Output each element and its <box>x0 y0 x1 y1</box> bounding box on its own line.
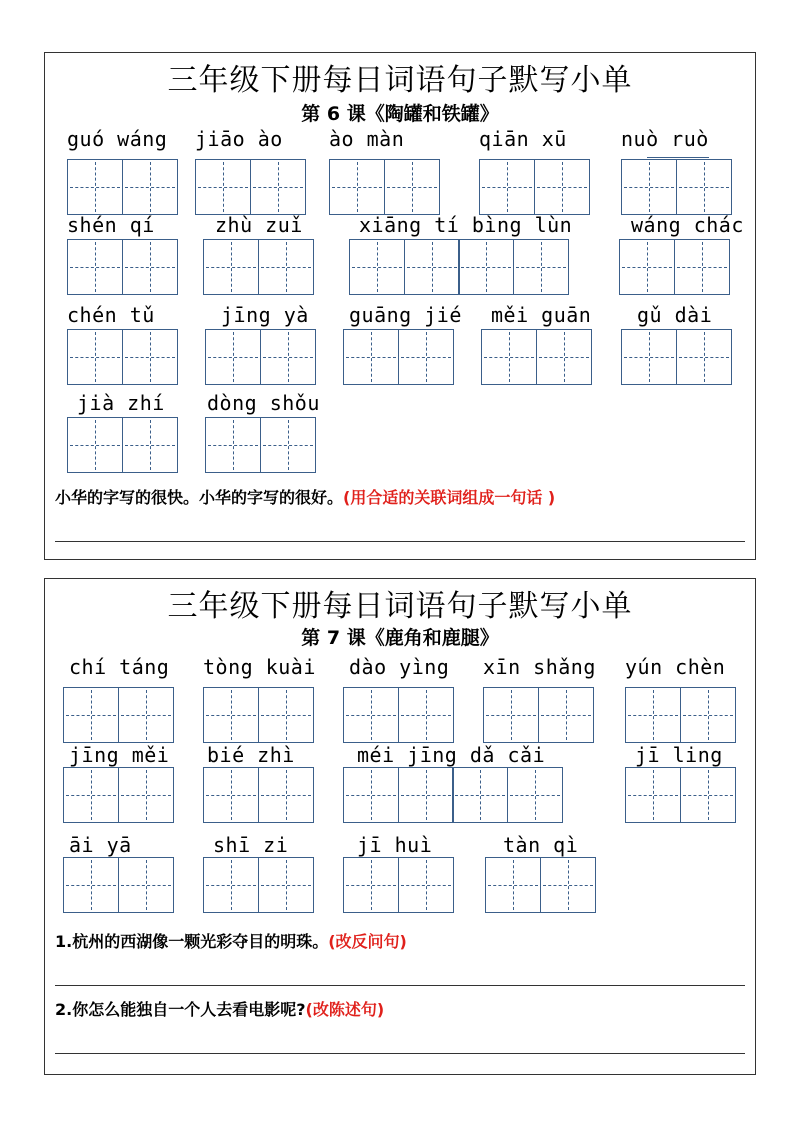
writing-cell[interactable] <box>625 767 681 823</box>
writing-cell[interactable] <box>540 857 596 913</box>
writing-cell[interactable] <box>343 767 399 823</box>
writing-grid[interactable] <box>343 329 454 385</box>
writing-cell[interactable] <box>63 857 119 913</box>
writing-cell[interactable] <box>398 687 454 743</box>
pinyin-label: tòng kuài <box>203 655 316 679</box>
writing-grid[interactable] <box>329 159 440 215</box>
writing-grid[interactable] <box>203 687 314 743</box>
writing-grid[interactable] <box>343 857 454 913</box>
writing-grid[interactable] <box>621 329 732 385</box>
writing-grid[interactable] <box>63 687 174 743</box>
pinyin-label: shén qí <box>67 213 155 237</box>
pinyin-label: dào yìng <box>349 655 450 679</box>
writing-cell[interactable] <box>258 687 314 743</box>
writing-cell[interactable] <box>485 857 541 913</box>
writing-cell[interactable] <box>349 239 405 295</box>
pinyin-label: dòng shǒu <box>207 391 320 415</box>
writing-cell[interactable] <box>398 329 454 385</box>
writing-cell[interactable] <box>118 857 174 913</box>
sentence-exercise <box>55 485 555 508</box>
lesson-heading: 第 6 课《陶罐和铁罐》 <box>301 103 499 125</box>
pinyin-label: tàn qì <box>503 833 579 857</box>
writing-cell[interactable] <box>63 687 119 743</box>
writing-grid[interactable] <box>349 239 569 295</box>
writing-cell[interactable] <box>67 239 123 295</box>
writing-cell[interactable] <box>619 239 675 295</box>
pinyin-label: gǔ dài <box>637 303 713 327</box>
writing-grid[interactable] <box>63 857 174 913</box>
writing-cell[interactable] <box>329 159 385 215</box>
writing-grid[interactable] <box>67 417 178 473</box>
writing-cell[interactable] <box>258 857 314 913</box>
writing-cell[interactable] <box>195 159 251 215</box>
writing-cell[interactable] <box>404 239 460 295</box>
writing-cell[interactable] <box>205 329 261 385</box>
answer-line[interactable] <box>55 985 745 986</box>
pinyin-label: ào màn <box>329 127 405 151</box>
divider <box>647 157 709 158</box>
writing-cell[interactable] <box>203 239 259 295</box>
writing-cell[interactable] <box>621 329 677 385</box>
writing-grid[interactable] <box>67 329 178 385</box>
pinyin-label: xīn shǎng <box>483 655 596 679</box>
pinyin-label: bié zhì <box>207 743 295 767</box>
writing-cell[interactable] <box>118 687 174 743</box>
writing-cell[interactable] <box>122 239 178 295</box>
worksheet-title: 三年级下册每日词语句子默写小单 <box>167 63 633 98</box>
writing-cell[interactable] <box>203 857 259 913</box>
worksheet-card-lesson-7 <box>44 578 756 1075</box>
writing-grid[interactable] <box>619 239 730 295</box>
writing-cell[interactable] <box>676 329 732 385</box>
sentence-exercise <box>55 929 407 952</box>
writing-cell[interactable] <box>621 159 677 215</box>
writing-grid[interactable] <box>205 329 316 385</box>
lesson-heading: 第 7 课《鹿角和鹿腿》 <box>301 627 499 649</box>
writing-grid[interactable] <box>625 767 736 823</box>
writing-cell[interactable] <box>343 687 399 743</box>
instruction-text: (改陈述句) <box>305 1000 385 1019</box>
writing-cell[interactable] <box>205 417 261 473</box>
worksheet-card-lesson-6 <box>44 52 756 560</box>
pinyin-label: jīng měi <box>69 743 170 767</box>
writing-grid[interactable] <box>485 857 596 913</box>
writing-cell[interactable] <box>67 329 123 385</box>
writing-grid[interactable] <box>203 857 314 913</box>
pinyin-label: xiāng tí bìng lùn <box>359 213 573 237</box>
writing-grid[interactable] <box>67 239 178 295</box>
writing-cell[interactable] <box>122 159 178 215</box>
sentence-text: 小华的字写的很快。小华的字写的很好。 <box>55 488 344 507</box>
writing-cell[interactable] <box>260 417 316 473</box>
writing-cell[interactable] <box>343 329 399 385</box>
writing-cell[interactable] <box>452 767 508 823</box>
writing-cell[interactable] <box>676 159 732 215</box>
writing-cell[interactable] <box>479 159 535 215</box>
pinyin-label: chí táng <box>69 655 170 679</box>
writing-grid[interactable] <box>481 329 592 385</box>
writing-cell[interactable] <box>63 767 119 823</box>
writing-cell[interactable] <box>481 329 537 385</box>
writing-cell[interactable] <box>534 159 590 215</box>
pinyin-label: wáng chác <box>631 213 744 237</box>
pinyin-label: méi jīng dǎ cǎi <box>357 743 546 767</box>
writing-cell[interactable] <box>674 239 730 295</box>
writing-grid[interactable] <box>625 687 736 743</box>
pinyin-label: āi yā <box>69 833 132 857</box>
writing-grid[interactable] <box>483 687 594 743</box>
writing-grid[interactable] <box>63 767 174 823</box>
writing-cell[interactable] <box>680 767 736 823</box>
writing-cell[interactable] <box>203 767 259 823</box>
pinyin-label: jī huì <box>357 833 433 857</box>
answer-line[interactable] <box>55 1053 745 1054</box>
instruction-text: (改反问句) <box>328 932 407 951</box>
writing-cell[interactable] <box>384 159 440 215</box>
writing-cell[interactable] <box>250 159 306 215</box>
writing-cell[interactable] <box>67 417 123 473</box>
pinyin-label: guó wáng <box>67 127 168 151</box>
writing-cell[interactable] <box>118 767 174 823</box>
writing-cell[interactable] <box>680 687 736 743</box>
writing-cell[interactable] <box>538 687 594 743</box>
pinyin-label: jīng yà <box>221 303 309 327</box>
pinyin-label: yún chèn <box>625 655 726 679</box>
pinyin-label: jī ling <box>635 743 723 767</box>
writing-cell[interactable] <box>122 329 178 385</box>
pinyin-label: chén tǔ <box>67 303 155 327</box>
writing-grid[interactable] <box>203 239 314 295</box>
writing-cell[interactable] <box>513 239 569 295</box>
writing-cell[interactable] <box>260 329 316 385</box>
worksheet-title: 三年级下册每日词语句子默写小单 <box>167 589 633 624</box>
pinyin-label: zhù zuǐ <box>215 213 303 237</box>
sentence-text: 1.杭州的西湖像一颗光彩夺目的明珠。 <box>55 932 329 951</box>
pinyin-label: guāng jié <box>349 303 462 327</box>
writing-grid[interactable] <box>621 159 732 215</box>
writing-cell[interactable] <box>536 329 592 385</box>
writing-cell[interactable] <box>398 767 454 823</box>
writing-cell[interactable] <box>398 857 454 913</box>
pinyin-label: jià zhí <box>77 391 165 415</box>
writing-cell[interactable] <box>122 417 178 473</box>
writing-cell[interactable] <box>625 687 681 743</box>
writing-cell[interactable] <box>483 687 539 743</box>
writing-grid[interactable] <box>205 417 316 473</box>
answer-line[interactable] <box>55 541 745 542</box>
pinyin-label: jiāo ào <box>195 127 283 151</box>
writing-cell[interactable] <box>67 159 123 215</box>
pinyin-label: shī zi <box>213 833 289 857</box>
sentence-text: 2.你怎么能独自一个人去看电影呢? <box>55 1000 306 1019</box>
writing-cell[interactable] <box>258 239 314 295</box>
writing-cell[interactable] <box>458 239 514 295</box>
pinyin-label: qiān xū <box>479 127 567 151</box>
writing-grid[interactable] <box>67 159 178 215</box>
writing-grid[interactable] <box>479 159 590 215</box>
writing-cell[interactable] <box>507 767 563 823</box>
writing-cell[interactable] <box>343 857 399 913</box>
instruction-text: (用合适的关联词组成一句话 ) <box>343 488 556 507</box>
writing-grid[interactable] <box>343 687 454 743</box>
writing-grid[interactable] <box>343 767 563 823</box>
writing-grid[interactable] <box>195 159 306 215</box>
writing-cell[interactable] <box>203 687 259 743</box>
sentence-exercise <box>55 997 384 1020</box>
writing-cell[interactable] <box>258 767 314 823</box>
writing-grid[interactable] <box>203 767 314 823</box>
pinyin-label: měi guān <box>491 303 592 327</box>
pinyin-label: nuò ruò <box>621 127 709 151</box>
